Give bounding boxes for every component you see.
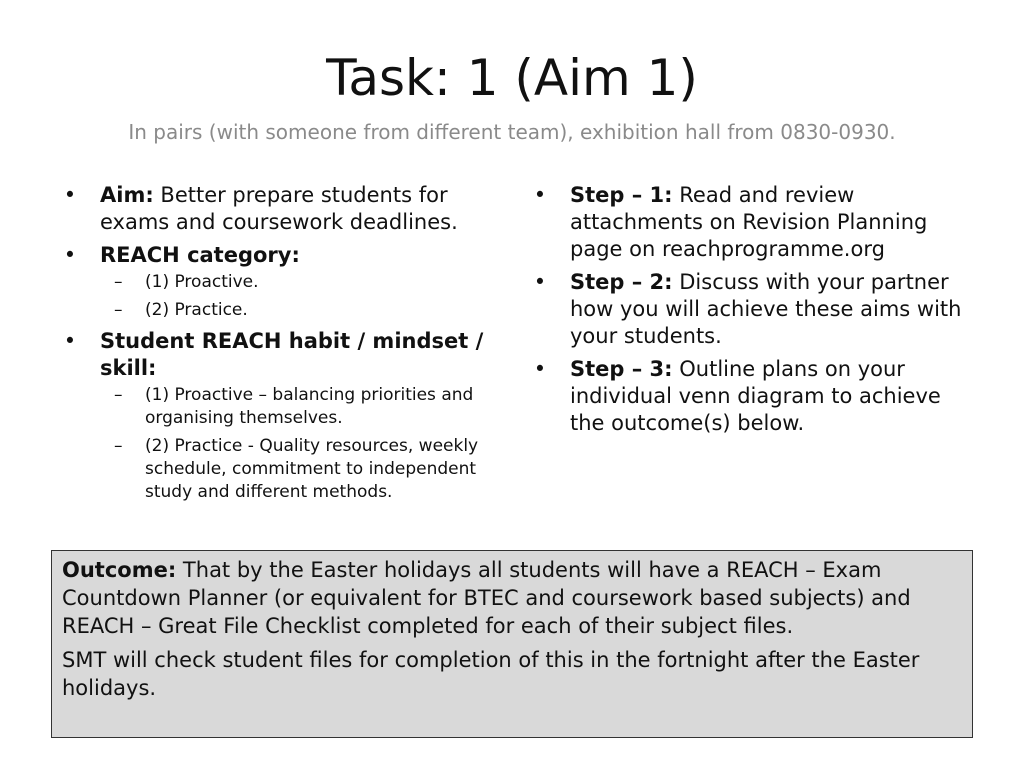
sub-bullet-text: (2) Practice - Quality resources, weekly schedule, commitment to independent study and different methods. (145, 436, 479, 502)
sub-bullet-practice-detail (100, 435, 503, 504)
step-1-text: Read and review attachments on Revision Planning page on reachprogramme.org (570, 183, 928, 261)
slide-subtitle: In pairs (with someone from different team), exhibition hall from 0830-0930. (128, 120, 896, 144)
bullet-dot: • (533, 183, 547, 207)
bullet-dot: • (63, 243, 77, 267)
sub-bullet-dash: – (114, 436, 123, 456)
slide-title: Task: 1 (Aim 1) (326, 49, 698, 107)
sub-bullet-dash: – (114, 272, 123, 292)
sub-bullet-proactive-detail (100, 384, 503, 430)
bullet-dot: • (533, 357, 547, 381)
bullet-step-1 (528, 182, 968, 263)
left-bullet-list (58, 182, 503, 510)
step-1-label: Step – 1: (570, 183, 673, 207)
aim-label: Aim: (100, 183, 154, 207)
student-habit-sublist (100, 384, 503, 504)
student-habit-label: Student REACH habit / mindset / skill: (100, 329, 484, 380)
reach-category-sublist (100, 271, 503, 322)
bullet-step-3 (528, 356, 968, 437)
sub-bullet-dash: – (114, 300, 123, 320)
sub-bullet-text: (1) Proactive. (145, 272, 259, 292)
sub-bullet-text: (1) Proactive – balancing priorities and organising themselves. (145, 385, 474, 428)
outcome-text: That by the Easter holidays all students will have a REACH – Exam Countdown Planner (or equivalent for BTEC and coursework based subjects) and REACH – Great File Checklist completed for each of their subject files. (62, 558, 911, 638)
bullet-dot: • (533, 270, 547, 294)
step-3-label: Step – 3: (570, 357, 673, 381)
aim-text: Better prepare students for exams and coursework deadlines. (100, 183, 458, 234)
step-2-label: Step – 2: (570, 270, 673, 294)
bullet-student-habit (58, 328, 503, 504)
sub-bullet-practice (100, 299, 503, 322)
right-bullet-list (528, 182, 968, 443)
bullet-dot: • (63, 329, 77, 353)
step-2-text: Discuss with your partner how you will achieve these aims with your students. (570, 270, 962, 348)
sub-bullet-proactive (100, 271, 503, 294)
smt-check-paragraph: SMT will check student files for completion of this in the fortnight after the Easter holidays. (62, 648, 920, 700)
sub-bullet-dash: – (114, 385, 123, 405)
step-3-text: Outline plans on your individual venn diagram to achieve the outcome(s) below. (570, 357, 941, 435)
bullet-reach-category (58, 242, 503, 322)
reach-category-label: REACH category: (100, 243, 300, 267)
bullet-dot: • (63, 183, 77, 207)
bullet-aim (58, 182, 503, 236)
outcome-paragraph (62, 556, 962, 640)
outcome-label: Outcome: (62, 558, 177, 582)
bullet-step-2 (528, 269, 968, 350)
sub-bullet-text: (2) Practice. (145, 300, 248, 320)
outcome-box (51, 550, 973, 738)
